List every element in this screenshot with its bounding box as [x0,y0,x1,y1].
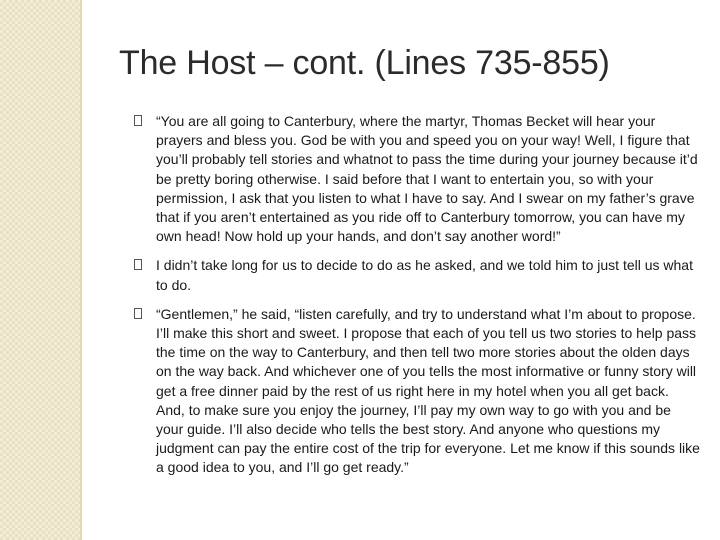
slide-title: The Host – cont. (Lines 735-855) [119,44,610,82]
side-band-divider [80,0,82,540]
bullet-box-icon [134,308,142,319]
bullet-item [134,112,700,246]
bullet-text: “Gentlemen,” he said, “listen carefully, and try to understand what I’m about to propose. I’ll make this short and sweet. I propose that each of you tell us two stories to help pass the time on the way to Canterbury, and then tell two more stories about the olden days on the way back. And whichever one of you tells the most informative or funny story will get a free dinner paid by the rest of us right here in my hotel when you all get back. And, to make sure you enjoy the journey, I’ll pay my own way to go with you and be your guide. I’ll also decide who tells the best story. And anyone who questions my judgment can pay the entire cost of the trip for everyone. Let me know if this sounds like a good idea to you, and I’ll go get ready.” [156,305,700,476]
bullet-text: I didn’t take long for us to decide to do as he asked, and we told him to just tell us what to do. [156,257,693,293]
bullet-list [134,112,700,488]
bullet-box-icon [134,259,142,270]
bullet-item [134,305,700,478]
bullet-text: “You are all going to Canterbury, where the martyr, Thomas Becket will hear your prayers and bless you. God be with you and speed you on your way! Well, I figure that you’ll probably tell stories and whatnot to pass the time during your journey because it’d be pretty boring otherwise. I said before that I want to entertain you, so with your permission, I ask that you listen to what I have to say. And I swear on my father’s grave that if you aren’t entertained as you ride off to Canterbury tomorrow, you can have my own head! Now hold up your hands, and don’t say another word!” [156,113,698,245]
bullet-box-icon [134,115,142,126]
bullet-item [134,256,700,294]
decorative-side-band [0,0,80,540]
